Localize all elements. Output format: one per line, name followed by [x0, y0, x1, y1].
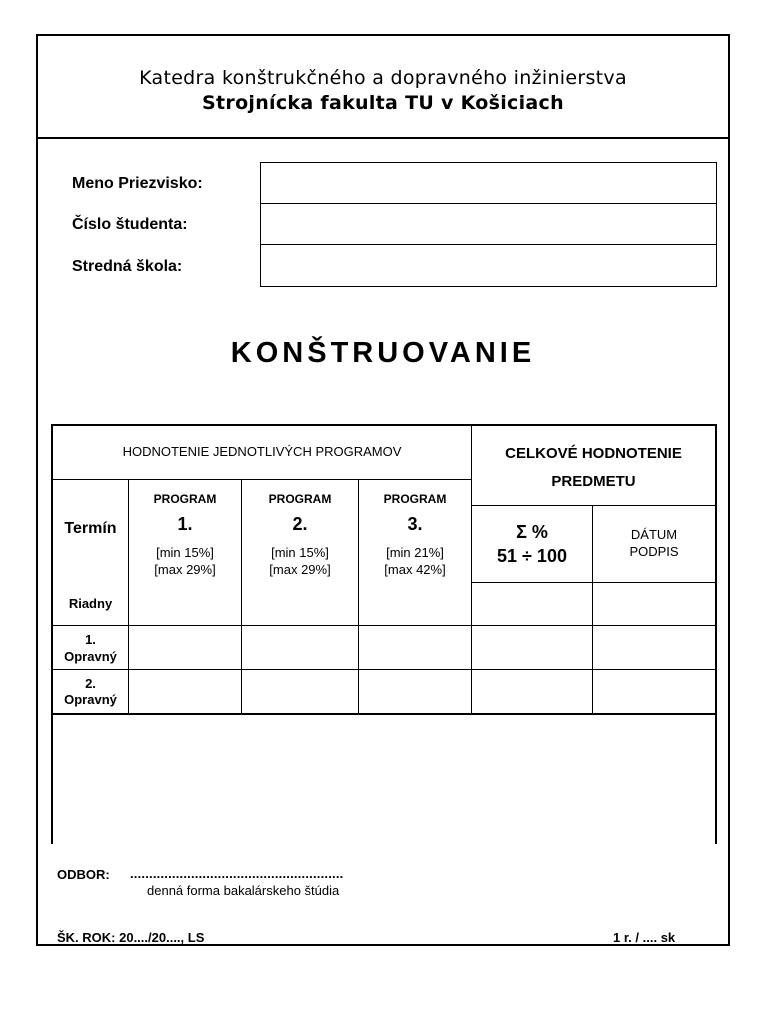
program-3-min: [min 21%]: [386, 545, 444, 560]
student-number-label: Číslo študenta:: [72, 216, 188, 233]
programs-header: HODNOTENIE JEDNOTLIVÝCH PROGRAMOV: [122, 444, 402, 459]
sum-range: 51 ÷ 100: [497, 546, 567, 566]
row-line-1: [51, 625, 717, 626]
study-form: denná forma bakalárskeho štúdia: [147, 883, 340, 898]
sum-header-line: [471, 582, 717, 583]
overall-header-line: [471, 505, 717, 506]
row-retake-1-label: Opravný: [64, 649, 117, 664]
high-school-label: Stredná škola:: [72, 258, 183, 275]
row-retake-2-number: 2.: [85, 676, 96, 691]
overall-header: CELKOVÉ HODNOTENIE PREDMETU: [505, 445, 682, 490]
term-label: Termín: [64, 520, 117, 537]
sum-label: Σ %: [516, 522, 548, 542]
student-number-field[interactable]: [260, 203, 717, 245]
programs-header-line: [51, 479, 472, 480]
page-title: KONŠTRUOVANIE: [230, 337, 536, 369]
table-right-line: [715, 424, 717, 844]
program-2-max: [max 29%]: [269, 562, 331, 577]
signature-label: PODPIS: [629, 544, 679, 559]
high-school-field[interactable]: [260, 244, 717, 287]
program-1-label: PROGRAM: [153, 492, 217, 506]
field-of-study-label: ODBOR:: [57, 867, 110, 882]
faculty-name: Strojnícka fakulta TU v Košiciach: [202, 92, 564, 114]
school-year: ŠK. ROK: 20..../20...., LS: [57, 930, 205, 945]
name-field[interactable]: [260, 162, 717, 204]
program-1-number: 1.: [177, 514, 193, 534]
header-divider: [36, 137, 730, 139]
program-2-number: 2.: [292, 514, 308, 534]
program-3-label: PROGRAM: [383, 492, 447, 506]
field-of-study-blank[interactable]: ........................................................: [130, 866, 344, 881]
name-label: Meno Priezvisko:: [72, 175, 203, 192]
program-2-label: PROGRAM: [268, 492, 332, 506]
program-2-min: [min 15%]: [271, 545, 329, 560]
row-line-3: [51, 713, 717, 715]
program-1-max: [max 29%]: [154, 562, 216, 577]
row-line-2: [51, 669, 717, 670]
year-group: 1 r. / .... sk: [613, 930, 676, 945]
row-regular-label: Riadny: [68, 596, 113, 611]
department-name: Katedra konštrukčného a dopravného inžinierstva: [139, 67, 627, 89]
program-1-min: [min 15%]: [156, 545, 214, 560]
program-3-max: [max 42%]: [384, 562, 446, 577]
date-label: DÁTUM: [630, 527, 678, 542]
row-retake-2-label: Opravný: [64, 692, 117, 707]
program-3-number: 3.: [407, 514, 423, 534]
table-top-line: [51, 424, 717, 426]
row-retake-1-number: 1.: [85, 632, 96, 647]
